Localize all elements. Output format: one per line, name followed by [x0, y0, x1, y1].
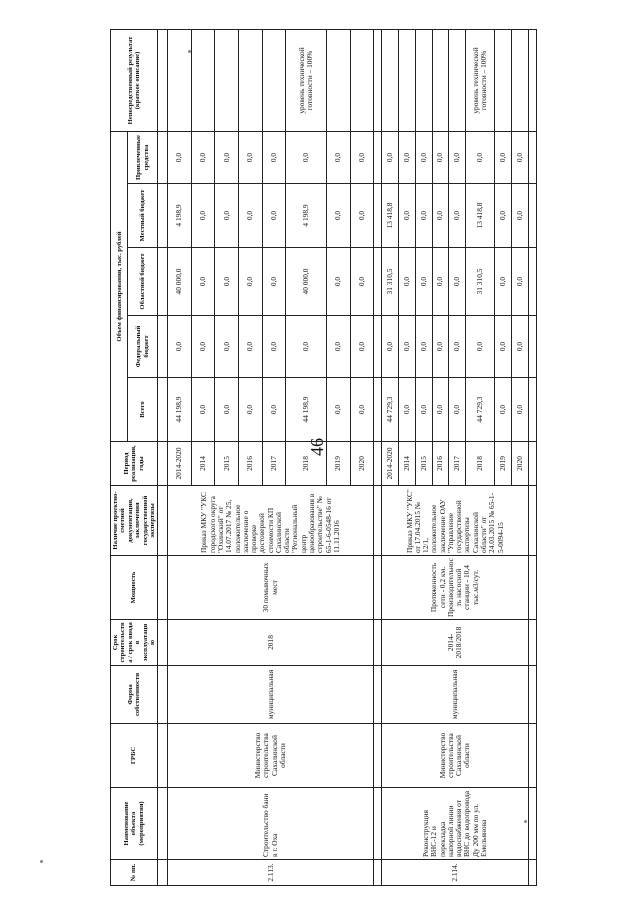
result-description-empty: [415, 30, 432, 132]
separator-cell: [529, 666, 537, 724]
funding-federal: 0,0: [350, 316, 374, 378]
funding-regional: 40 000,0: [168, 248, 192, 316]
header-construction-period: Срок строительства / срок ввода в эксплуатацию: [111, 620, 158, 666]
funding-other: 0,0: [512, 132, 529, 184]
funding-regional: 31 310,5: [382, 248, 399, 316]
funding-total: 0,0: [495, 378, 512, 442]
funding-regional: 0,0: [262, 248, 286, 316]
header-funding: Объем финансирования, тыс. рублей: [111, 132, 128, 442]
result-description-empty: [262, 30, 286, 132]
funding-regional: 0,0: [238, 248, 262, 316]
funding-local: 13 418,8: [466, 184, 495, 248]
funding-local: 0,0: [495, 184, 512, 248]
header-other: Привлеченные средства: [128, 132, 158, 184]
funding-total: 44 729,3: [382, 378, 399, 442]
funding-total: 44 729,3: [466, 378, 495, 442]
header-regional: Областной бюджет: [128, 248, 158, 316]
funding-federal: 0,0: [191, 316, 215, 378]
separator-cell: [374, 30, 382, 132]
funding-total: 0,0: [238, 378, 262, 442]
page-number: 46: [307, 438, 327, 456]
header-capacity: Мощность: [111, 556, 158, 620]
funding-regional: 31 310,5: [466, 248, 495, 316]
funding-local: 0,0: [449, 184, 466, 248]
result-description-empty: [449, 30, 466, 132]
separator-cell: [529, 316, 537, 378]
funding-local: 0,0: [262, 184, 286, 248]
period-year: 2018: [466, 442, 495, 486]
funding-other: 0,0: [191, 132, 215, 184]
header-period: Период реализации, годы: [111, 442, 158, 486]
funding-regional: 0,0: [449, 248, 466, 316]
row-number: 2.114.: [382, 860, 529, 886]
funding-other: 0,0: [238, 132, 262, 184]
funding-other: 0,0: [262, 132, 286, 184]
funding-local: 0,0: [238, 184, 262, 248]
separator-row: [529, 30, 537, 886]
funding-local: 0,0: [215, 184, 239, 248]
funding-local: 13 418,8: [382, 184, 399, 248]
funding-local: 0,0: [191, 184, 215, 248]
funding-regional: 0,0: [327, 248, 351, 316]
separator-cell: [374, 860, 382, 886]
funding-regional: 0,0: [215, 248, 239, 316]
table-body: [168, 30, 537, 886]
funding-federal: 0,0: [495, 316, 512, 378]
result-description-empty: [512, 30, 529, 132]
table-row: [168, 30, 192, 886]
grbs-name: Министерство строительства Сахалинской области: [382, 724, 529, 788]
ownership-form: муниципальная: [168, 666, 374, 724]
period-year: 2020: [350, 442, 374, 486]
separator-cell: [529, 860, 537, 886]
design-documentation: Приказ МКУ "УКС городского округа "Охинский" от 14.07.2017 № 25, положительное заключение о проверке достоверной стоимости КП Сахалинской области "Региональный центр ценообразования в строительстве" № 65-1-6-0548-16 от 11.11.2016: [168, 486, 374, 556]
funding-other: 0,0: [495, 132, 512, 184]
funding-other: 0,0: [286, 132, 327, 184]
header-grbs: ГРБС: [111, 724, 158, 788]
funding-regional: 0,0: [495, 248, 512, 316]
grbs-name: Министерство строительства Сахалинской области: [168, 724, 374, 788]
period-year: 2016: [432, 442, 449, 486]
rotated-table-sheet: [110, 30, 525, 886]
funding-federal: 0,0: [432, 316, 449, 378]
separator-cell: [529, 442, 537, 486]
funding-other: 0,0: [399, 132, 416, 184]
funding-regional: 0,0: [415, 248, 432, 316]
result-description: уровень технической готовности – 100%: [466, 30, 495, 132]
funding-other: 0,0: [466, 132, 495, 184]
separator-cell: [374, 620, 382, 666]
funding-local: 0,0: [399, 184, 416, 248]
funding-total: 0,0: [191, 378, 215, 442]
funding-federal: 0,0: [512, 316, 529, 378]
funding-local: 0,0: [415, 184, 432, 248]
period-year: 2018: [286, 442, 327, 486]
period-year: 2014-2020: [382, 442, 399, 486]
separator-row: [374, 30, 382, 886]
funding-federal: 0,0: [327, 316, 351, 378]
funding-local: 0,0: [432, 184, 449, 248]
funding-regional: 0,0: [512, 248, 529, 316]
separator-cell: [529, 248, 537, 316]
separator-cell: [374, 248, 382, 316]
result-description-empty: [495, 30, 512, 132]
funding-local: 4 198,9: [168, 184, 192, 248]
separator-cell: [529, 486, 537, 556]
funding-total: 0,0: [350, 378, 374, 442]
separator-cell: [374, 788, 382, 860]
funding-federal: 0,0: [215, 316, 239, 378]
funding-federal: 0,0: [168, 316, 192, 378]
funding-other: 0,0: [215, 132, 239, 184]
funding-federal: 0,0: [415, 316, 432, 378]
separator-cell: [529, 788, 537, 860]
period-year: 2014-2020: [168, 442, 192, 486]
object-name: Строительство бани в г. Оха: [168, 788, 374, 860]
funding-total: 0,0: [399, 378, 416, 442]
header-name: Наименование объекта (мероприятия): [111, 788, 158, 860]
result-description-empty: [399, 30, 416, 132]
separator-cell: [374, 556, 382, 620]
funding-other: 0,0: [327, 132, 351, 184]
funding-total: 0,0: [327, 378, 351, 442]
header-federal: Федеральный бюджет: [128, 316, 158, 378]
period-year: 2014: [399, 442, 416, 486]
funding-other: 0,0: [350, 132, 374, 184]
header-result: Непосредственный результат (краткое описание): [111, 30, 158, 132]
separator-cell: [529, 30, 537, 132]
funding-local: 4 198,9: [286, 184, 327, 248]
funding-federal: 0,0: [399, 316, 416, 378]
period-year: 2020: [512, 442, 529, 486]
capacity: Протяженность сети - 0,2 км. Производительность насосной станции - 10,4 тыс.м3/сут.: [382, 556, 529, 620]
separator-cell: [374, 316, 382, 378]
funding-federal: 0,0: [262, 316, 286, 378]
funding-other: 0,0: [382, 132, 399, 184]
object-name: Реконструкция ВНС-12 и перекладка напорной линии водоснабжения от ВНС до водопровода Ду 200 мм по ул. Емельянова: [382, 788, 529, 860]
header-total: Всего: [128, 378, 158, 442]
result-description: уровень технической готовности – 100%: [286, 30, 327, 132]
result-description-empty: [350, 30, 374, 132]
scan-speck: [188, 50, 191, 53]
funding-regional: 0,0: [350, 248, 374, 316]
row-number: 2.113.: [168, 860, 374, 886]
funding-local: 0,0: [327, 184, 351, 248]
funding-federal: 0,0: [466, 316, 495, 378]
period-year: 2019: [495, 442, 512, 486]
scan-speck: [40, 860, 43, 863]
funding-total: 0,0: [449, 378, 466, 442]
funding-federal: 0,0: [449, 316, 466, 378]
period-year: 2015: [215, 442, 239, 486]
period-year: 2015: [415, 442, 432, 486]
period-year: 2019: [327, 442, 351, 486]
header-ownership: Форма собственности: [111, 666, 158, 724]
funding-total: 0,0: [512, 378, 529, 442]
separator-cell: [374, 724, 382, 788]
funding-other: 0,0: [168, 132, 192, 184]
funding-other: 0,0: [432, 132, 449, 184]
separator-cell: [374, 132, 382, 184]
result-description-empty: [382, 30, 399, 132]
funding-other: 0,0: [449, 132, 466, 184]
header-no: № пп.: [111, 860, 158, 886]
funding-other: 0,0: [415, 132, 432, 184]
ownership-form: муниципальная: [382, 666, 529, 724]
header-design: Наличие проектно-сметной документации, заключения государственной экспертизы: [111, 486, 158, 556]
result-description-empty: [168, 30, 192, 132]
separator-cell: [374, 486, 382, 556]
construction-period: 2014-2018/2018: [382, 620, 529, 666]
blank-spacer-row: [158, 30, 168, 886]
table-row: [382, 30, 399, 886]
header-local: Местный бюджет: [128, 184, 158, 248]
separator-cell: [374, 666, 382, 724]
funding-regional: 0,0: [399, 248, 416, 316]
period-year: 2017: [262, 442, 286, 486]
funding-local: 0,0: [512, 184, 529, 248]
funding-total: 44 198,9: [286, 378, 327, 442]
funding-regional: 0,0: [432, 248, 449, 316]
funding-local: 0,0: [350, 184, 374, 248]
scan-speck: [524, 820, 527, 823]
result-description-empty: [432, 30, 449, 132]
funding-regional: 0,0: [191, 248, 215, 316]
separator-cell: [529, 184, 537, 248]
separator-cell: [529, 132, 537, 184]
period-year: 2016: [238, 442, 262, 486]
result-description-empty: [238, 30, 262, 132]
result-description-empty: [327, 30, 351, 132]
result-description-empty: [215, 30, 239, 132]
period-year: 2014: [191, 442, 215, 486]
separator-cell: [374, 442, 382, 486]
funding-total: 0,0: [432, 378, 449, 442]
funding-total: 0,0: [415, 378, 432, 442]
separator-cell: [529, 724, 537, 788]
funding-total: 0,0: [262, 378, 286, 442]
separator-cell: [374, 184, 382, 248]
separator-cell: [529, 378, 537, 442]
capacity: 30 помывочных мест: [168, 556, 374, 620]
funding-federal: 0,0: [286, 316, 327, 378]
separator-cell: [374, 378, 382, 442]
funding-total: 44 198,9: [168, 378, 192, 442]
funding-table: [110, 29, 537, 886]
funding-total: 0,0: [215, 378, 239, 442]
separator-cell: [529, 620, 537, 666]
design-documentation: Приказ МКУ "УКС" от 17.04.2015 № 12/1, положительное заключение ОАУ "Управление государственной экспертизы Сахалинской области" от 24.03.2015 № 65-1-5-0094-15: [382, 486, 529, 556]
funding-federal: 0,0: [382, 316, 399, 378]
funding-federal: 0,0: [238, 316, 262, 378]
funding-regional: 40 000,0: [286, 248, 327, 316]
separator-cell: [529, 556, 537, 620]
header-row-1: [111, 30, 128, 886]
result-description-empty: [191, 30, 215, 132]
construction-period: 2018: [168, 620, 374, 666]
period-year: 2017: [449, 442, 466, 486]
